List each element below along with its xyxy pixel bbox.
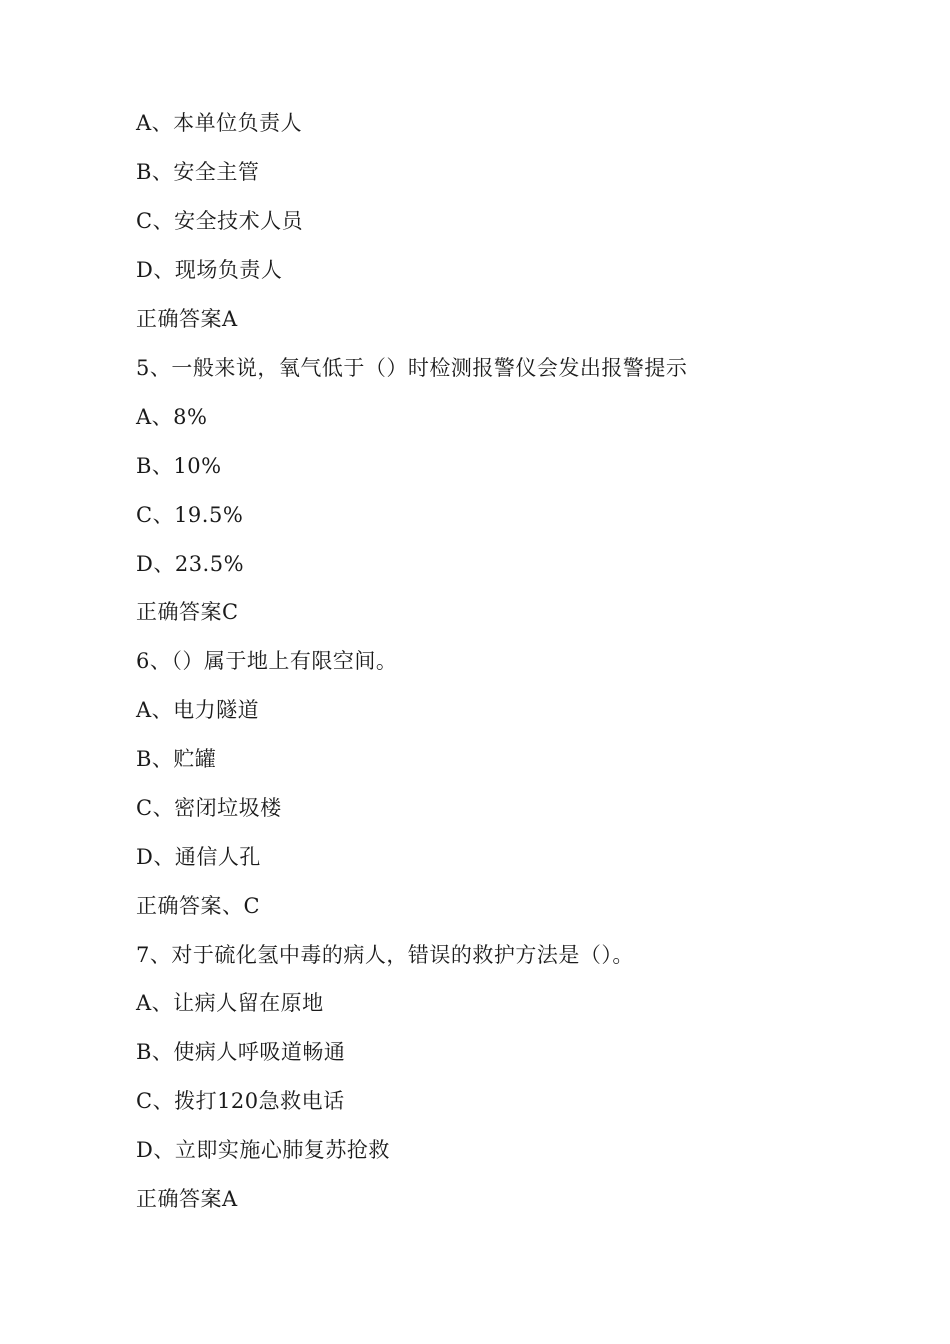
question-7: 7、对于硫化氢中毒的病人，错误的救护方法是（）。 [136, 943, 634, 967]
option-a-q5: A、8% [136, 405, 208, 429]
answer-q7: 正确答案A [136, 1187, 238, 1211]
option-b-q4: B、安全主管 [136, 160, 260, 184]
option-b-q5: B、10% [136, 454, 222, 478]
option-b-q6: B、贮罐 [136, 747, 217, 771]
option-a-q4: A、本单位负责人 [136, 111, 303, 135]
option-c-q5: C、19.5% [136, 503, 244, 527]
option-d-q7: D、立即实施心肺复苏抢救 [136, 1138, 390, 1162]
answer-q4: 正确答案A [136, 307, 238, 331]
answer-q5: 正确答案C [136, 600, 239, 624]
option-c-q7: C、拨打120急救电话 [136, 1089, 345, 1113]
option-a-q6: A、电力隧道 [136, 698, 260, 722]
question-6: 6、（）属于地上有限空间。 [136, 649, 398, 673]
option-d-q4: D、现场负责人 [136, 258, 283, 282]
option-c-q6: C、密闭垃圾楼 [136, 796, 282, 820]
answer-q6: 正确答案、C [136, 894, 261, 918]
question-5: 5、一般来说，氧气低于（）时检测报警仪会发出报警提示 [136, 356, 688, 380]
option-d-q6: D、通信人孔 [136, 845, 261, 869]
option-c-q4: C、安全技术人员 [136, 209, 304, 233]
option-b-q7: B、使病人呼吸道畅通 [136, 1040, 346, 1064]
option-a-q7: A、让病人留在原地 [136, 991, 324, 1015]
option-d-q5: D、23.5% [136, 552, 245, 576]
